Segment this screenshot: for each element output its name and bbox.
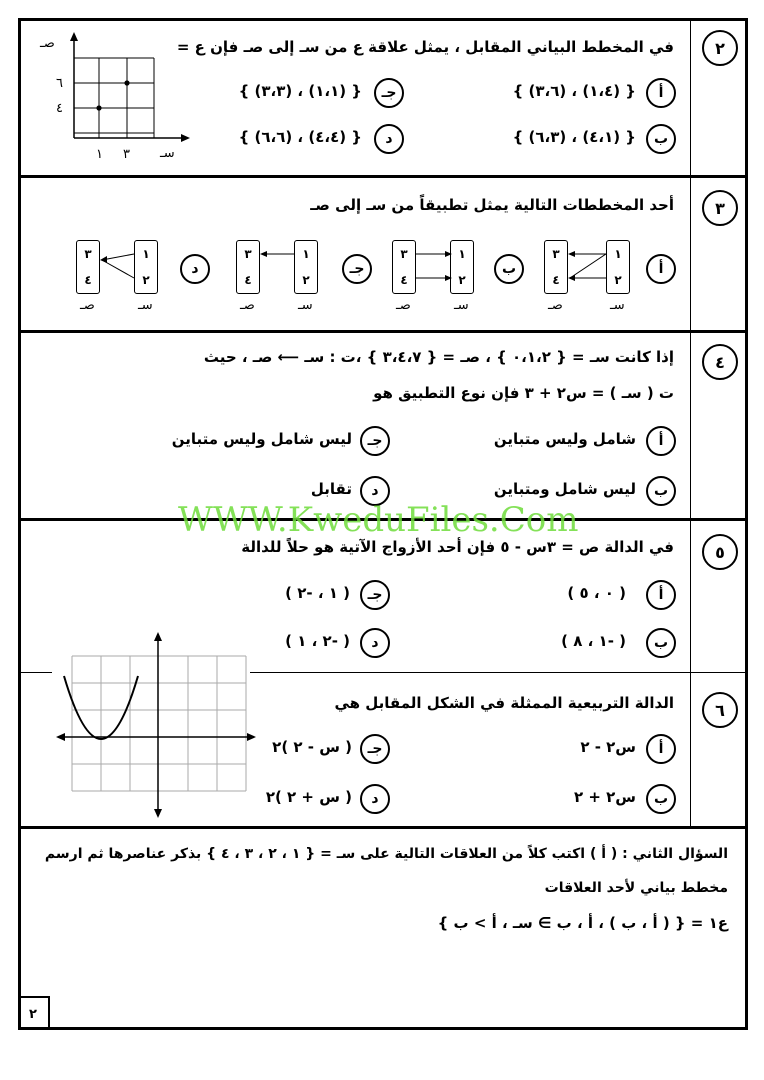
option-letter[interactable]: د (360, 628, 390, 658)
domain-set: ١ ٢ (606, 240, 630, 294)
option-text: تقابل (310, 480, 352, 498)
option-text: س٢ - ٢ (580, 738, 636, 756)
option-letter[interactable]: جـ (374, 78, 404, 108)
mapping-arrows (416, 240, 452, 292)
question-number: ٣ (702, 190, 738, 226)
separator-q5-q6-right (250, 672, 748, 673)
option-letter[interactable]: د (360, 476, 390, 506)
option-text: { (٤،٤) ، (٦،٦) } (238, 128, 362, 146)
domain-label: سـ (454, 298, 469, 313)
y-tick-label: ٦ (56, 76, 63, 91)
relation-definition: ع١ = { ( أ ، ب ) ، أ ، ب ∋ سـ ، أ > ب } (437, 914, 728, 932)
option-text: { (٤،١) ، (٦،٣) } (512, 128, 636, 146)
question-prompt: أحد المخططات التالية يمثل تطبيقاً من سـ إلى صـ (310, 196, 674, 214)
domain-label: سـ (610, 298, 625, 313)
graph-point (96, 105, 101, 110)
option-letter[interactable]: د (180, 254, 210, 284)
option-text: س٢ + ٢ (573, 788, 636, 806)
codomain-label: صـ (548, 298, 563, 313)
option-letter[interactable]: ب (646, 124, 676, 154)
option-letter[interactable]: ب (646, 784, 676, 814)
y-tick-label: ٤ (56, 101, 63, 116)
question-number: ٦ (702, 692, 738, 728)
question-number: ٤ (702, 344, 738, 380)
option-letter[interactable]: أ (646, 580, 676, 610)
question-prompt: الدالة التربيعية الممثلة في الشكل المقابل هي (334, 694, 674, 712)
separator-q6-second (18, 826, 748, 829)
question-prompt-continued: ت ( سـ ) = س٢ + ٣ فإن نوع التطبيق هو (373, 384, 674, 402)
codomain-set: ٣ ٤ (392, 240, 416, 294)
separator-q2-q3 (18, 175, 748, 178)
codomain-label: صـ (396, 298, 411, 313)
option-text: { (١،٤) ، (٣،٦) } (512, 82, 636, 100)
domain-label: سـ (138, 298, 153, 313)
option-letter[interactable]: أ (646, 254, 676, 284)
option-letter[interactable]: د (374, 124, 404, 154)
question-number: ٢ (702, 30, 738, 66)
question-prompt: في المخطط البياني المقابل ، يمثل علاقة ع من سـ إلى صـ فإن ع = (176, 38, 674, 56)
option-letter[interactable]: جـ (360, 426, 390, 456)
codomain-set: ٣ ٤ (236, 240, 260, 294)
page-number: ٢ (18, 996, 50, 1030)
x-tick-label: ١ (96, 147, 103, 162)
option-text: ليس شامل ومتباين (493, 480, 636, 498)
option-text: ( -١ ، ٨ ) (561, 632, 626, 650)
domain-set: ١ ٢ (294, 240, 318, 294)
y-axis-label: صـ (40, 36, 55, 51)
number-column-divider (690, 18, 691, 826)
option-letter[interactable]: أ (646, 734, 676, 764)
option-letter[interactable]: د (360, 784, 390, 814)
option-text: ( ٠ ، ٥ ) (567, 584, 626, 602)
question-prompt: إذا كانت سـ = { ٠،١،٢ } ، صـ = { ٣،٤،٧ } ،ت : سـ ⟵ صـ ، حيث (203, 348, 674, 366)
domain-set: ١ ٢ (134, 240, 158, 294)
x-axis-label: سـ (160, 146, 175, 161)
separator-q3-q4 (18, 330, 748, 333)
second-question-line: السؤال الثاني : ( أ ) اكتب كلاً من العلاقات التالية على سـ = { ١ ، ٢ ، ٣ ، ٤ } بذكر عناصرها ثم ارسم (44, 846, 728, 862)
codomain-set: ٣ ٤ (76, 240, 100, 294)
option-letter[interactable]: جـ (360, 734, 390, 764)
option-letter[interactable]: جـ (360, 580, 390, 610)
domain-label: سـ (298, 298, 313, 313)
option-text: شامل وليس متباين (493, 430, 636, 448)
option-letter[interactable]: ب (646, 476, 676, 506)
mapping-arrows (260, 240, 296, 292)
parabola-graph (56, 632, 256, 818)
second-question-line: مخطط بياني لأحد العلاقات (544, 880, 728, 896)
question-number: ٥ (702, 534, 738, 570)
option-text: { (١،١) ، (٣،٣) } (238, 82, 362, 100)
option-letter[interactable]: أ (646, 78, 676, 108)
option-text: ( ١ ، -٢ ) (285, 584, 350, 602)
option-letter[interactable]: أ (646, 426, 676, 456)
mapping-arrows (568, 240, 608, 292)
separator-q5-q6-left (18, 672, 52, 673)
mapping-arrows (100, 240, 136, 292)
option-letter[interactable]: ب (494, 254, 524, 284)
watermark: WWW.KweduFiles.Com (178, 500, 579, 540)
codomain-set: ٣ ٤ (544, 240, 568, 294)
graph-point (124, 80, 129, 85)
option-text: ( س + ٢ )٢ (265, 788, 352, 806)
option-text: ( -٢ ، ١ ) (285, 632, 350, 650)
question-prompt: في الدالة ص = ٣س - ٥ فإن أحد الأزواج الآتية هو حلاً للدالة (241, 538, 674, 556)
codomain-label: صـ (240, 298, 255, 313)
option-letter[interactable]: جـ (342, 254, 372, 284)
option-text: ( س - ٢ )٢ (272, 738, 352, 756)
codomain-label: صـ (80, 298, 95, 313)
option-letter[interactable]: ب (646, 628, 676, 658)
option-text: ليس شامل وليس متباين (171, 430, 352, 448)
x-tick-label: ٣ (123, 147, 130, 162)
domain-set: ١ ٢ (450, 240, 474, 294)
